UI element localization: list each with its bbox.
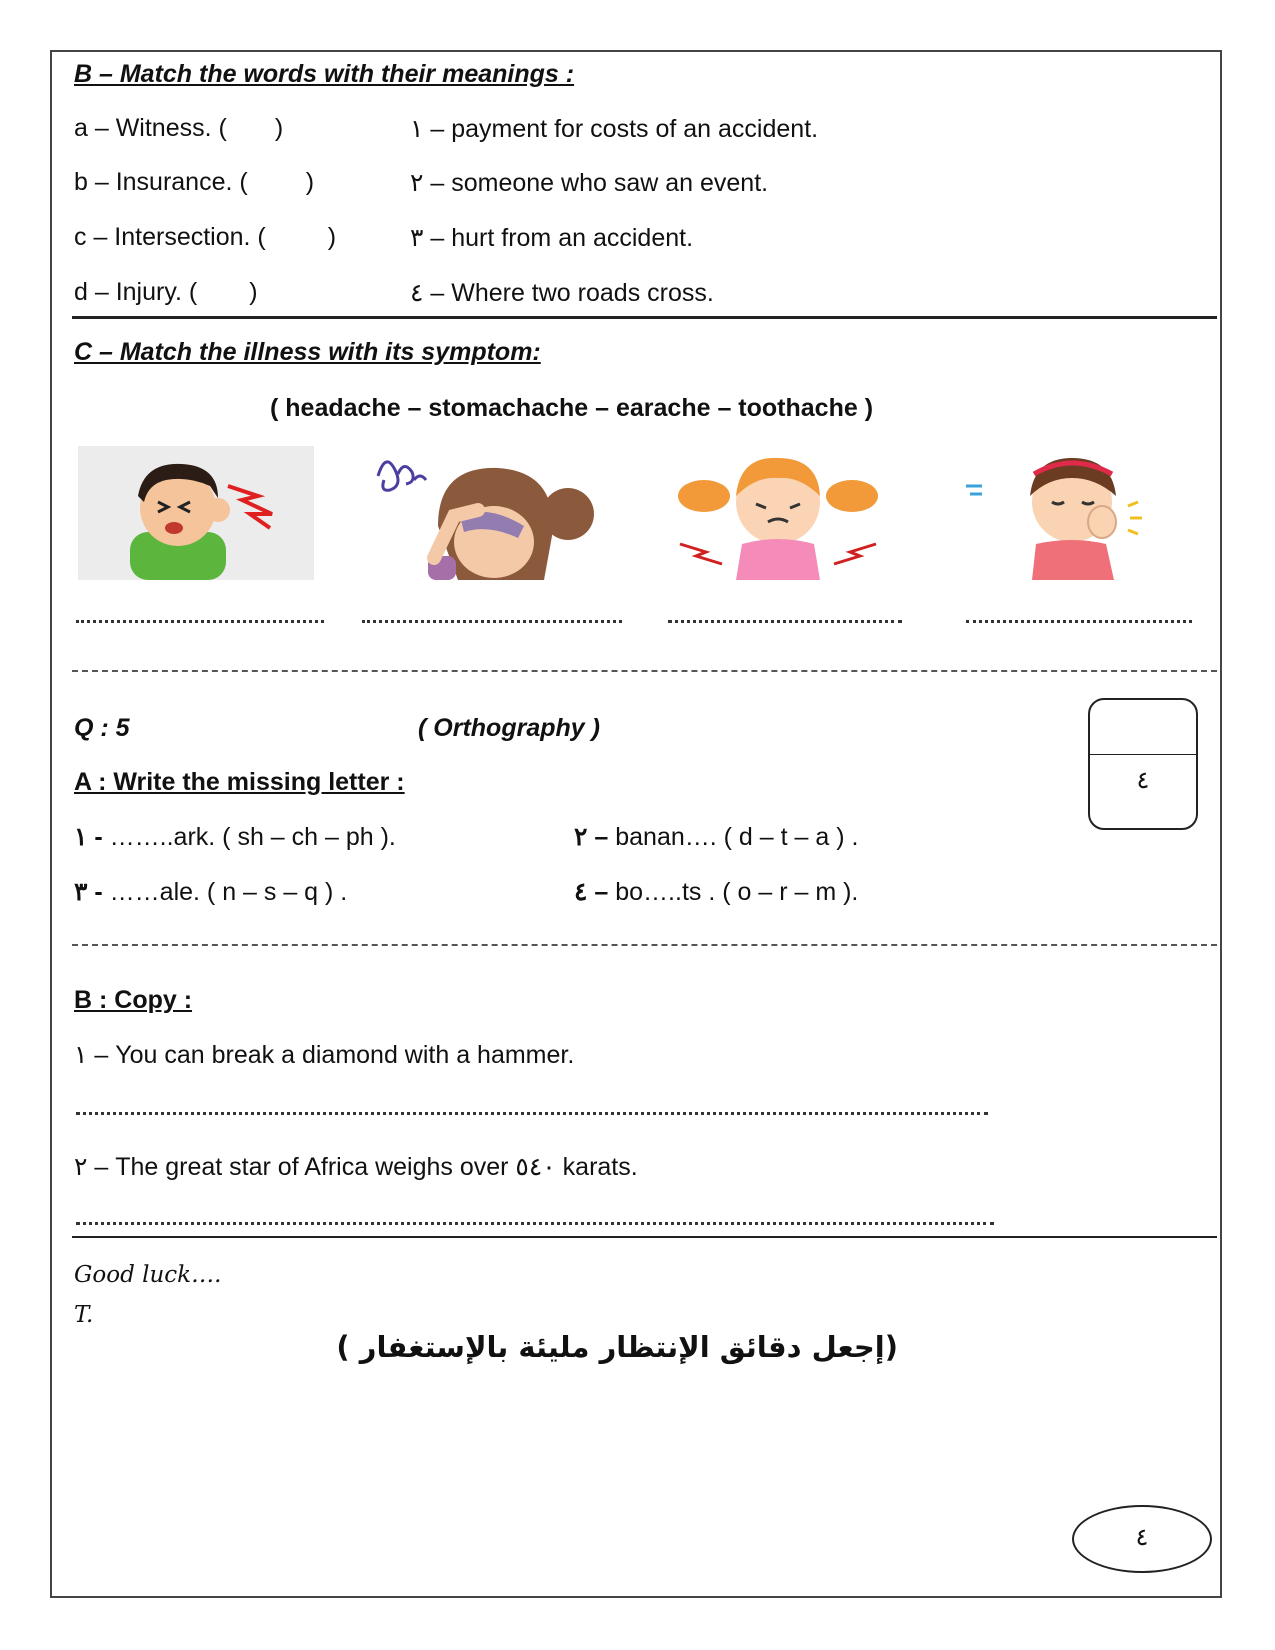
item-text: bo…..ts . ( o – r – m ).	[608, 878, 859, 906]
page-number-oval	[1072, 1505, 1212, 1573]
paren-close: )	[249, 278, 258, 306]
word-bank: ( headache – stomachache – earache – toothache )	[270, 394, 874, 422]
copy-line-2[interactable]	[76, 1222, 994, 1225]
match-word-c	[74, 223, 336, 252]
answer-line-2[interactable]	[362, 620, 622, 623]
copy-sentence-2: ٢ – The great star of Africa weighs over ٥٤٠ karats.	[74, 1153, 638, 1181]
meaning-3: ٣ – hurt from an accident.	[410, 224, 694, 252]
copy-sentence-1: ١ – You can break a diamond with a hammer.	[74, 1041, 575, 1069]
paren-close: )	[305, 168, 315, 196]
match-word-d	[74, 278, 258, 307]
missing-letter-item-2	[574, 822, 858, 852]
score-divider	[1090, 754, 1196, 755]
item-number: ٣ -	[74, 878, 103, 906]
question-number: Q : 5	[74, 714, 130, 742]
meaning-2: ٢ – someone who saw an event.	[410, 169, 769, 197]
section-c-title: C – Match the illness with its symptom:	[74, 338, 541, 366]
part-b-title: B : Copy :	[74, 986, 193, 1014]
match-word-label: d – Injury. (	[74, 278, 198, 306]
item-text: ……..ark. ( sh – ch – ph ).	[102, 823, 396, 851]
footer-divider	[72, 1236, 1217, 1238]
paren-close: )	[274, 114, 284, 142]
score-box	[1088, 698, 1198, 830]
arabic-note: (إجعل دقائق الإنتظار مليئة بالإستغفار )	[336, 1330, 898, 1364]
dashed-divider	[72, 944, 1217, 946]
match-word-label: b – Insurance. (	[74, 168, 248, 196]
item-number: ١ -	[74, 823, 103, 851]
section-b-title: B – Match the words with their meanings :	[74, 60, 575, 88]
missing-letter-item-3	[74, 877, 347, 907]
match-word-a	[74, 114, 283, 143]
item-number: ٤ –	[574, 878, 609, 906]
paren-close: )	[327, 223, 337, 251]
missing-letter-item-1	[74, 822, 396, 852]
copy-line-1[interactable]	[76, 1112, 988, 1115]
item-number: ٢ –	[574, 823, 609, 851]
page-number: ٤	[1135, 1524, 1149, 1551]
item-text: ……ale. ( n – s – q ) .	[102, 878, 348, 906]
section-divider	[72, 316, 1217, 319]
match-word-label: c – Intersection. (	[74, 223, 266, 251]
headache-woman-picture	[368, 446, 604, 580]
good-luck-note: Good luck….	[74, 1262, 222, 1288]
question-title: ( Orthography )	[418, 714, 600, 742]
answer-line-4[interactable]	[966, 620, 1192, 623]
stomachache-girl-picture	[660, 446, 896, 580]
dashed-divider	[72, 670, 1217, 672]
score-total: ٤	[1136, 767, 1150, 794]
earache-boy-picture	[78, 446, 314, 580]
missing-letter-item-4	[574, 877, 858, 907]
meaning-1: ١ – payment for costs of an accident.	[410, 115, 819, 143]
item-text: banan…. ( d – t – a ) .	[608, 823, 859, 851]
meaning-4: ٤ – Where two roads cross.	[410, 279, 714, 307]
match-word-label: a – Witness. (	[74, 114, 227, 142]
toothache-girl-picture	[956, 446, 1192, 580]
teacher-initial: T.	[74, 1302, 94, 1328]
part-a-title: A : Write the missing letter :	[74, 768, 405, 796]
match-word-b	[74, 168, 314, 197]
answer-line-1[interactable]	[76, 620, 324, 623]
answer-line-3[interactable]	[668, 620, 902, 623]
